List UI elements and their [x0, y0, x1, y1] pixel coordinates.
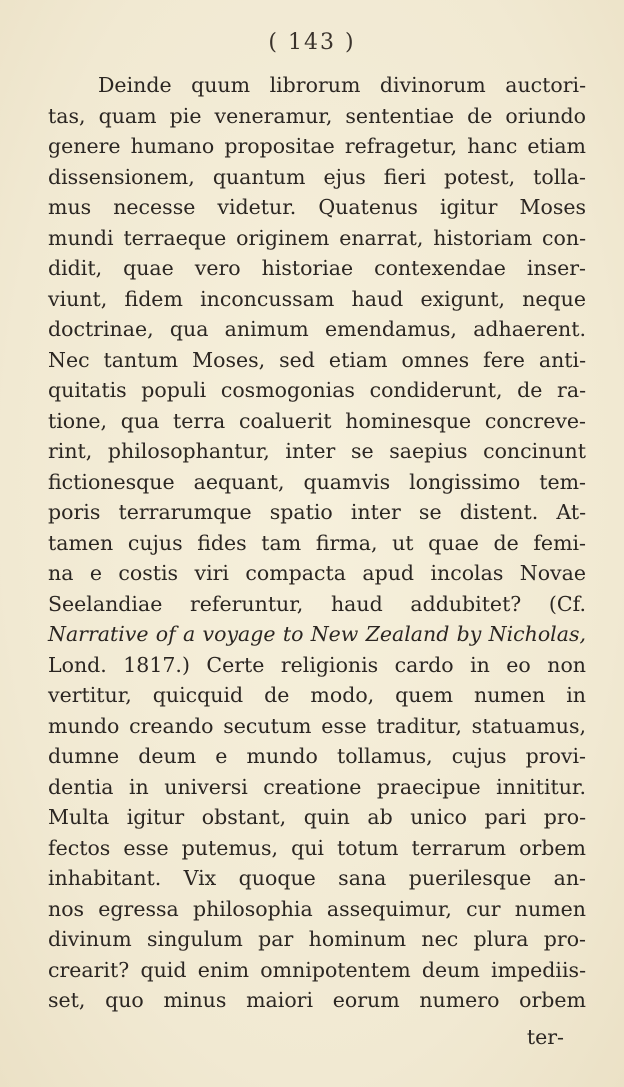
text-line: Nec tantum Moses, sed etiam omnes fere anti-	[48, 347, 586, 372]
text-line: Seelandiae referuntur, haud addubitet? (Cf.	[48, 591, 586, 616]
text-line: poris terrarumque spatio inter se distent. At-	[48, 500, 586, 524]
text-line: Lond. 1817.) Certe religionis cardo in eo non	[48, 652, 586, 677]
text-line: tamen cujus fides tam firma, ut quae de femi-	[48, 530, 586, 555]
text-line: vertitur, quicquid de modo, quem numen in	[48, 683, 586, 707]
text-line: quitatis populi cosmogonias condiderunt, de ra-	[48, 378, 586, 402]
text-line: fictionesque aequant, quamvis longissimo tem-	[48, 469, 586, 494]
text-line: mus necesse videtur. Quatenus igitur Moses	[48, 195, 586, 219]
text-line: genere humano propositae refragetur, hanc etiam	[48, 134, 586, 158]
text-line: didit, quae vero historiae contexendae inser-	[48, 256, 586, 280]
text-line: Multa igitur obstant, quin ab unico pari pro-	[48, 805, 586, 829]
text-line: na e costis viri compacta apud incolas Novae	[48, 561, 586, 585]
text-line: doctrinae, qua animum emendamus, adhaerent.	[48, 317, 586, 341]
page-number: ( 143 )	[268, 30, 356, 55]
text-line: rint, philosophantur, inter se saepius concinunt	[48, 439, 586, 463]
text-line: fectos esse putemus, qui totum terrarum orbem	[48, 835, 586, 860]
text-line: mundo creando secutum esse traditur, statuamus,	[48, 713, 586, 738]
text-line: set, quo minus maiori eorum numero orbem	[48, 988, 586, 1012]
text-line: inhabitant. Vix quoque sana puerilesque an-	[48, 866, 586, 890]
text-line: Deinde quum librorum divinorum auctori-	[98, 73, 586, 97]
text-line: dumne deum e mundo tollamus, cujus provi-	[48, 744, 586, 768]
text-line: viunt, fidem inconcussam haud exigunt, neque	[48, 286, 586, 311]
body-text	[48, 70, 586, 1016]
text-line: mundi terraeque originem enarrat, historiam con-	[48, 225, 586, 250]
text-line-citation	[48, 619, 586, 650]
text-line: nos egressa philosophia assequimur, cur numen	[48, 896, 586, 921]
citation-title: Narrative of a voyage to New Zealand by Nicholas,	[48, 622, 586, 646]
text-line: divinum singulum par hominum nec plura pro-	[48, 927, 586, 951]
catchword: ter-	[526, 1025, 564, 1049]
text-line: dentia in universi creatione praecipue innititur.	[48, 774, 586, 799]
text-line: crearit? quid enim omnipotentem deum impediis-	[48, 957, 586, 982]
text-line: tas, quam pie veneramur, sententiae de oriundo	[48, 103, 586, 128]
text-line: tione, qua terra coaluerit hominesque concreve-	[48, 408, 586, 433]
text-line: dissensionem, quantum ejus fieri potest, tolla-	[48, 164, 586, 189]
